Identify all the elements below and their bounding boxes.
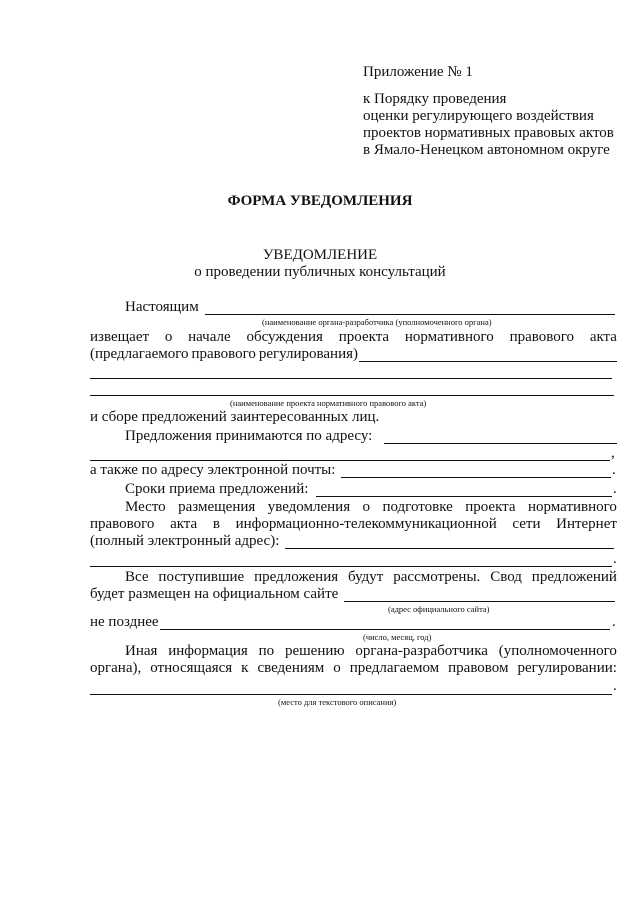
email-field-line[interactable] <box>341 477 611 478</box>
proposed-line <box>90 346 358 363</box>
word: сети <box>512 516 541 532</box>
other-info-line <box>125 643 617 660</box>
word: регулирования) <box>258 346 358 362</box>
word: органа), <box>90 660 142 676</box>
description-period: . <box>613 678 617 694</box>
notifies-line <box>90 329 617 346</box>
word: будут <box>348 569 384 585</box>
appendix-line-3: проектов нормативных правовых актов <box>363 125 614 141</box>
word: акта <box>589 329 617 345</box>
word: органа-разработчика <box>355 643 488 659</box>
word: акта <box>170 516 198 532</box>
address-field-line-2[interactable] <box>90 460 610 461</box>
and-collect-text: и сборе предложений заинтересованных лиц. <box>90 409 380 425</box>
form-title: ФОРМА УВЕДОМЛЕНИЯ <box>227 193 413 209</box>
appendix-title: Приложение № 1 <box>363 64 473 80</box>
word: Все <box>125 569 149 585</box>
word: обсуждения <box>246 329 323 345</box>
web-address-line-2[interactable] <box>90 566 612 567</box>
word: относящаяся <box>150 660 233 676</box>
word: о <box>362 499 371 515</box>
deadline-period: . <box>613 481 617 497</box>
word: Иная <box>125 643 158 659</box>
word: извещает <box>90 329 150 345</box>
description-field-line[interactable] <box>90 694 612 695</box>
placement-line <box>125 499 617 516</box>
not-later-label: не позднее <box>90 614 159 630</box>
word: регулировании: <box>517 660 617 676</box>
word: в <box>212 516 220 532</box>
word: Интернет <box>556 516 617 532</box>
word: поступившие <box>158 569 245 585</box>
deadline-label: Сроки приема предложений: <box>125 481 309 497</box>
word: правовом <box>448 660 509 676</box>
hereby-text: Настоящим <box>125 299 199 315</box>
caption-project: (наименование проекта нормативного правового акта) <box>230 398 427 408</box>
word: предложения <box>254 569 339 585</box>
word: правового <box>509 329 575 345</box>
date-period: . <box>612 614 616 630</box>
notice-subtitle: о проведении публичных консультаций <box>194 264 446 280</box>
appendix-line-2: оценки регулирующего воздействия <box>363 108 594 124</box>
word: правового <box>90 516 155 532</box>
address-comma: , <box>611 445 615 461</box>
word: проекта <box>338 329 390 345</box>
published-label: будет размещен на официальном сайте <box>90 586 339 602</box>
notice-title: УВЕДОМЛЕНИЕ <box>262 247 378 263</box>
site-address-line[interactable] <box>344 601 615 602</box>
word: к <box>241 660 249 676</box>
word: информационно-телекоммуникационной <box>235 516 497 532</box>
organ-info-line <box>90 660 617 677</box>
project-name-line-2[interactable] <box>90 378 612 379</box>
project-name-line-3[interactable] <box>90 395 614 396</box>
word: по <box>258 643 275 659</box>
legal-act-line <box>90 516 617 533</box>
word: Свод <box>490 569 522 585</box>
word: (предлагаемого <box>90 346 189 362</box>
appendix-line-4: в Ямало-Ненецком автономном округе <box>363 142 610 158</box>
deadline-field-line[interactable] <box>316 496 612 497</box>
word: о <box>333 660 341 676</box>
caption-place: (место для текстового описания) <box>278 697 397 707</box>
word: начале <box>188 329 231 345</box>
web-address-period: . <box>613 551 617 567</box>
appendix-line-1: к Порядку проведения <box>363 91 507 107</box>
word: сведениям <box>257 660 325 676</box>
caption-site: (адрес официального сайта) <box>388 604 490 614</box>
date-field-line[interactable] <box>160 629 610 630</box>
web-address-line-1[interactable] <box>285 548 614 549</box>
word: Место <box>125 499 166 515</box>
address-field-line-1[interactable] <box>384 443 617 444</box>
all-proposals-line <box>125 569 617 586</box>
project-name-line-1[interactable] <box>359 361 617 362</box>
word: размещения <box>178 499 256 515</box>
word: предлагаемом <box>349 660 440 676</box>
word: проекта <box>465 499 516 515</box>
organ-name-line[interactable] <box>205 314 615 315</box>
email-period: . <box>612 462 616 478</box>
word: нормативного <box>404 329 494 345</box>
word: предложений <box>531 569 617 585</box>
word: решению <box>284 643 345 659</box>
word: нормативного <box>527 499 617 515</box>
word: рассмотрены. <box>393 569 481 585</box>
word: подготовке <box>382 499 453 515</box>
address-label: Предложения принимаются по адресу: <box>125 428 373 444</box>
word: правового <box>191 346 256 362</box>
word: (уполномоченного <box>498 643 617 659</box>
word: уведомления <box>267 499 351 515</box>
word: информация <box>168 643 248 659</box>
full-address-label: (полный электронный адрес): <box>90 533 280 549</box>
caption-date: (число, месяц, год) <box>363 632 432 642</box>
word: о <box>164 329 173 345</box>
caption-organ: (наименование органа-разработчика (уполномоченного органа) <box>262 317 492 327</box>
email-label: а также по адресу электронной почты: <box>90 462 336 478</box>
